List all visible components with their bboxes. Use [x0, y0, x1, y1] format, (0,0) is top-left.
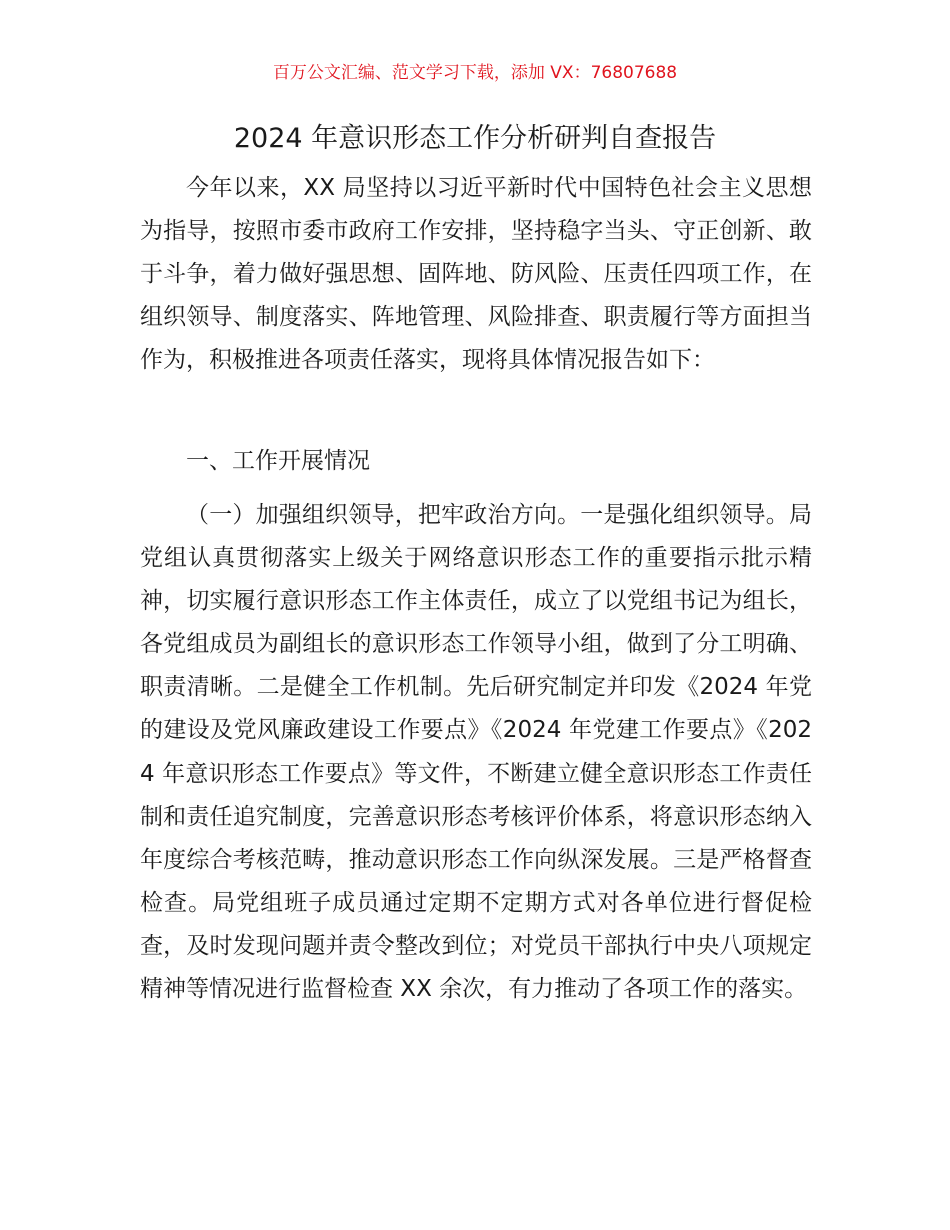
- section-heading-block: [140, 440, 812, 483]
- intro-paragraph: 今年以来，XX 局坚持以习近平新时代中国特色社会主义思想为指导，按照市委市政府工作安排，坚持稳字当头、守正创新、敢于斗争，着力做好强思想、固阵地、防风险、压责任四项工作，在组织领导、制度落实、阵地管理、风险排查、职责履行等方面担当作为，积极推进各项责任落实，现将具体情况报告如下：: [140, 175, 812, 374]
- header-banner: 百万公文汇编、范文学习下载，添加 VX：76807688: [272, 63, 678, 83]
- section-1-paragraph: （一）加强组织领导，把牢政治方向。一是强化组织领导。局党组认真贯彻落实上级关于网络意识形态工作的重要指示批示精神，切实履行意识形态工作主体责任，成立了以党组书记为组长，各党组成员为副组长的意识形态工作领导小组，做到了分工明确、职责清晰。二是健全工作机制。先后研究制定并印发《2024 年党的建设及党风廉政建设工作要点》《2024 年党建工作要点》《2024 年意识形态工作要点》等文件，不断建立健全意识形态工作责任制和责任追究制度，完善意识形态考核评价体系，将意识形态纳入年度综合考核范畴，推动意识形态工作向纵深发展。三是严格督查检查。局党组班子成员通过定期不定期方式对各单位进行督促检查，及时发现问题并责令整改到位；对党员干部执行中央八项规定精神等情况进行监督检查 XX 余次，有力推动了各项工作的落实。: [140, 502, 812, 1003]
- section-1-block: [140, 494, 812, 1011]
- document-title: 2024 年意识形态工作分析研判自查报告: [233, 123, 717, 154]
- section-heading: 一、工作开展情况: [186, 448, 370, 474]
- intro-block: [140, 167, 812, 382]
